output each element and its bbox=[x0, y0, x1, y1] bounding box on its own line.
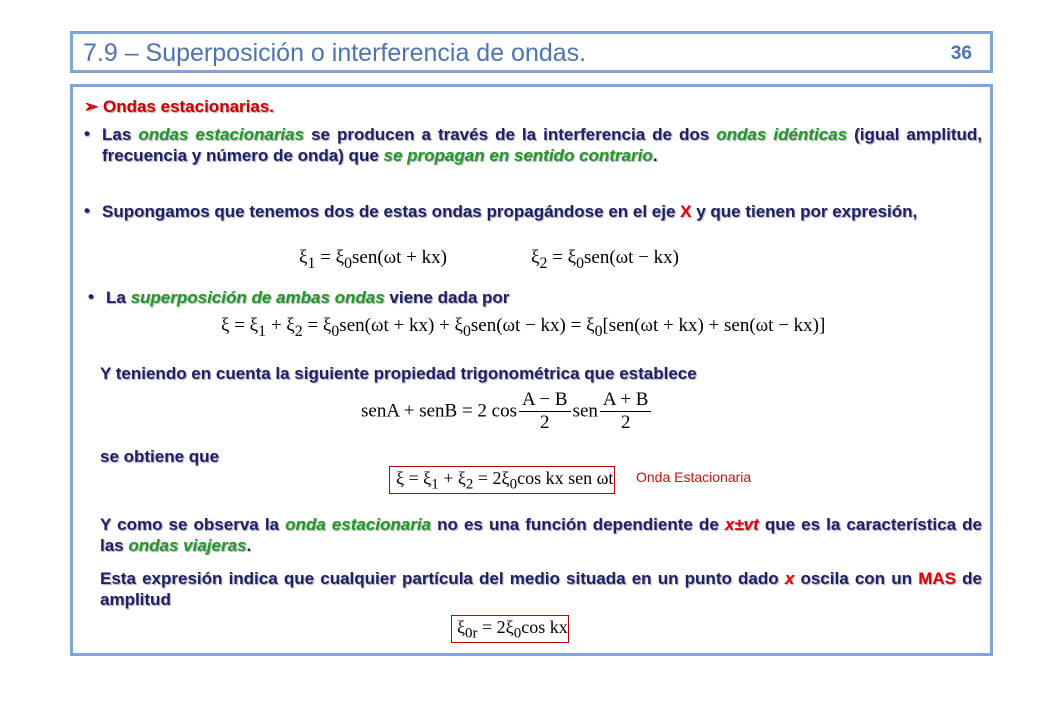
text-run: de amplitud bbox=[100, 569, 982, 609]
term-x-vt: x±vt bbox=[724, 515, 759, 534]
equation-wave-2: $\xi_2 = \xi_0sen(\omega t - kx)$ bbox=[531, 247, 679, 272]
term-onda-estacionaria: onda estacionaria bbox=[285, 515, 432, 534]
paragraph-amplitude bbox=[100, 568, 982, 610]
equation-superposition: $\xi = \xi_1 + \xi_2 = \xi_0sen(\omega t + kx) + \xi_0sen(\omega t - kx) = \xi_0[sen(\omega t + kx) + sen(\omega t - kx)]$ bbox=[221, 315, 826, 340]
term-ondas-estacionarias: ondas estacionarias bbox=[138, 125, 305, 144]
section-title: Ondas estacionarias. bbox=[102, 97, 275, 116]
term-ondas-identicas: ondas idénticas bbox=[716, 125, 848, 144]
paragraph-superposition bbox=[106, 287, 966, 308]
text-run: oscila con un bbox=[794, 569, 919, 588]
text-run: (igual amplitud, frecuencia y número de onda) que bbox=[102, 125, 982, 165]
equation-trig-identity: senA + senB = 2 cos $\frac{A - B}{2}$ sen $\frac{A + B}{2}$ bbox=[361, 389, 653, 434]
paragraph-result-intro: se obtiene que bbox=[100, 447, 220, 466]
text-run: La bbox=[106, 288, 131, 307]
term-sentido-contrario: se propagan en sentido contrario bbox=[383, 146, 653, 165]
equation-amplitude: $\xi_{0r} = 2\xi_0\cos$ kx bbox=[457, 617, 568, 642]
equation-wave-1: $\xi_1 = \xi_0sen(\omega t + kx)$ bbox=[299, 247, 447, 272]
text-run: se producen a través de la interferencia de dos bbox=[304, 125, 717, 144]
text-run: . bbox=[652, 146, 658, 165]
text-run: Esta expresión indica que cualquier partícula del medio situada en un punto dado bbox=[100, 569, 785, 588]
bullet-icon: • bbox=[84, 201, 90, 220]
text-run: Y como se observa la bbox=[100, 515, 286, 534]
axis-x-label: X bbox=[680, 202, 692, 221]
section-heading bbox=[84, 97, 274, 117]
equation-standing-wave: $\xi = \xi_1 + \xi_2 = 2\xi_0\cos$ kx sen ωt bbox=[396, 468, 614, 493]
paragraph-observation bbox=[100, 514, 982, 556]
slide-title: 7.9 – Superposición o interferencia de ondas. bbox=[83, 39, 587, 67]
text-run: no es una función dependiente de bbox=[431, 515, 725, 534]
fraction: $\frac{A + B}{2}$ bbox=[600, 389, 652, 434]
paragraph-supposition bbox=[102, 201, 982, 222]
text-run: viene dada por bbox=[384, 288, 510, 307]
text-run: y que tienen por expresión, bbox=[691, 202, 918, 221]
text-run: Las bbox=[102, 125, 139, 144]
term-superposicion: superposición de ambas ondas bbox=[130, 288, 385, 307]
text-run: Supongamos que tenemos dos de estas ondas propagándose en el eje bbox=[102, 202, 681, 221]
standing-wave-label: Onda Estacionaria bbox=[636, 469, 752, 485]
term-ondas-viajeras: ondas viajeras bbox=[128, 536, 247, 555]
bullet-icon: • bbox=[84, 124, 90, 143]
slide-number: 36 bbox=[950, 43, 972, 64]
paragraph-definition bbox=[102, 124, 982, 166]
text-run: que es la característica de las bbox=[100, 515, 982, 555]
bullet-icon: • bbox=[88, 287, 94, 306]
title-bar bbox=[70, 31, 993, 73]
arrow-bullet-icon: ➢ bbox=[84, 97, 99, 116]
fraction: $\frac{A - B}{2}$ bbox=[519, 389, 571, 434]
paragraph-trig-property: Y teniendo en cuenta la siguiente propiedad trigonométrica que establece bbox=[100, 364, 697, 383]
content-frame bbox=[70, 84, 993, 656]
text-run: . bbox=[246, 536, 252, 555]
term-mas: MAS bbox=[918, 569, 956, 588]
term-x: x bbox=[784, 569, 795, 588]
